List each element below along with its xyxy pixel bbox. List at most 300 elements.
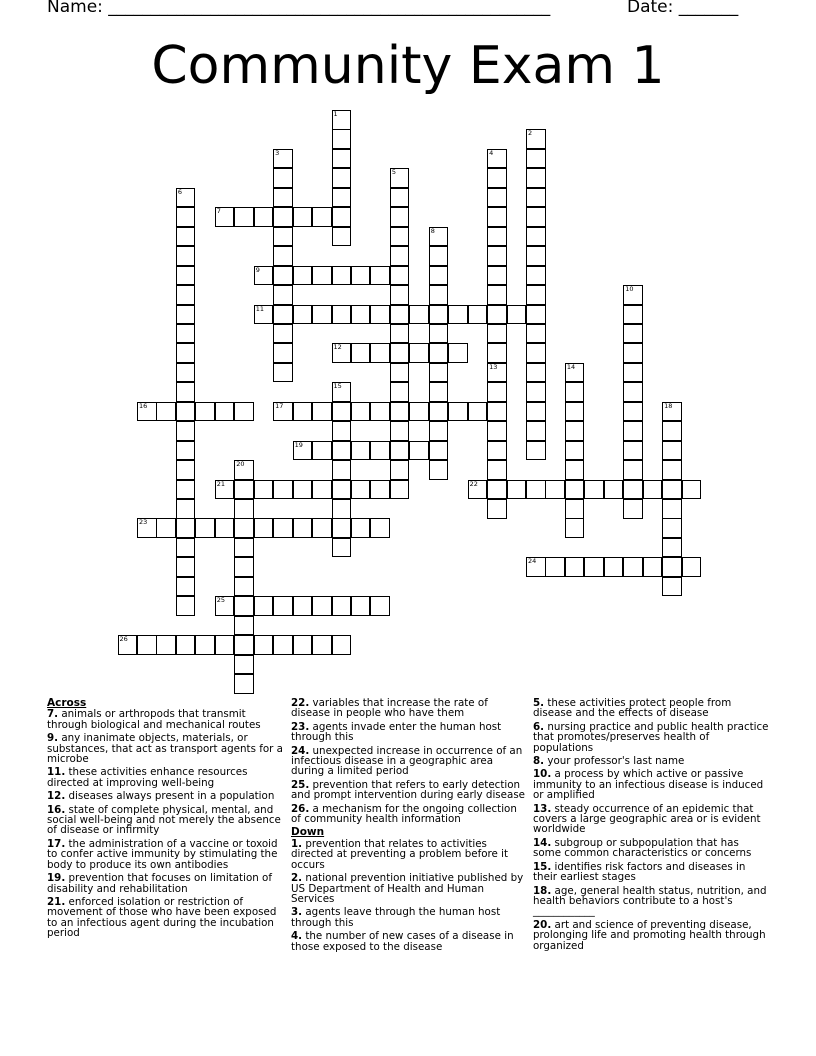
grid-cell[interactable]	[176, 246, 196, 266]
grid-cell[interactable]	[176, 324, 196, 344]
clue-number: 12.	[47, 790, 66, 803]
grid-cell[interactable]	[448, 305, 468, 325]
grid-cell[interactable]	[370, 343, 390, 363]
clue-item	[47, 897, 283, 939]
grid-cell[interactable]	[526, 207, 546, 227]
clue-number: 1.	[291, 837, 303, 850]
grid-cell[interactable]	[487, 402, 507, 422]
grid-cell[interactable]	[390, 266, 410, 286]
grid-cell[interactable]	[254, 635, 274, 655]
clue-number: 2.	[291, 872, 303, 885]
grid-cell[interactable]	[565, 382, 585, 402]
grid-cell[interactable]	[332, 480, 352, 500]
grid-cell[interactable]	[273, 480, 293, 500]
clue-number: 15.	[533, 860, 552, 873]
grid-cell[interactable]	[332, 460, 352, 480]
grid-cell[interactable]	[468, 402, 488, 422]
grid-cell[interactable]	[390, 324, 410, 344]
clue-item	[533, 886, 769, 917]
clue-number: 7.	[47, 708, 59, 721]
grid-cell[interactable]	[662, 557, 682, 577]
grid-cell[interactable]	[312, 402, 332, 422]
grid-cell[interactable]	[429, 363, 449, 383]
grid-cell[interactable]	[332, 129, 352, 149]
grid-cell[interactable]	[526, 382, 546, 402]
grid-cell[interactable]	[526, 324, 546, 344]
grid-cell[interactable]	[332, 168, 352, 188]
grid-cell[interactable]	[176, 343, 196, 363]
grid-cell[interactable]	[565, 480, 585, 500]
grid-cell[interactable]	[312, 266, 332, 286]
grid-cell[interactable]	[351, 518, 371, 538]
grid-cell[interactable]	[545, 557, 565, 577]
grid-cell[interactable]	[604, 480, 624, 500]
grid-cell[interactable]	[332, 207, 352, 227]
clue-number: 18.	[533, 884, 552, 897]
grid-cell[interactable]	[312, 518, 332, 538]
grid-cell[interactable]	[429, 266, 449, 286]
grid-cell[interactable]	[176, 441, 196, 461]
grid-cell[interactable]	[332, 266, 352, 286]
grid-cell[interactable]	[273, 188, 293, 208]
grid-cell[interactable]	[623, 363, 643, 383]
grid-cell[interactable]	[176, 402, 196, 422]
grid-cell[interactable]	[526, 246, 546, 266]
grid-cell[interactable]	[565, 557, 585, 577]
grid-cell[interactable]	[234, 207, 254, 227]
grid-cell[interactable]	[293, 266, 313, 286]
clue-text: agents invade enter the human host through this	[291, 720, 502, 744]
clue-text: nursing practice and public health practice that promotes/preserves health of populations	[533, 720, 769, 754]
grid-cell[interactable]	[293, 207, 313, 227]
clue-text: prevention that focuses on limitation of disability and rehabilitation	[47, 872, 272, 895]
grid-cell[interactable]	[390, 343, 410, 363]
clue-item	[533, 838, 769, 859]
grid-cell[interactable]	[254, 518, 274, 538]
grid-cell[interactable]	[390, 207, 410, 227]
clue-text: unexpected increase in occurrence of an infectious disease in a geographic area during a limited period	[291, 744, 523, 778]
grid-cell[interactable]	[176, 596, 196, 616]
grid-cell[interactable]	[390, 402, 410, 422]
name-line[interactable]: ____________________________________________________	[108, 0, 551, 17]
grid-cell[interactable]	[487, 343, 507, 363]
grid-cell[interactable]	[623, 343, 643, 363]
clue-item	[47, 733, 283, 764]
grid-cell[interactable]	[273, 266, 293, 286]
grid-cell[interactable]	[487, 188, 507, 208]
grid-cell[interactable]	[623, 402, 643, 422]
grid-cell[interactable]	[332, 188, 352, 208]
clue-number: 10.	[533, 768, 552, 781]
grid-cell[interactable]	[526, 421, 546, 441]
grid-cell[interactable]	[429, 343, 449, 363]
grid-cell[interactable]	[584, 480, 604, 500]
clue-item	[533, 756, 769, 766]
clues-column-3	[533, 698, 769, 954]
grid-cell[interactable]	[468, 305, 488, 325]
clue-number-label: 6	[177, 187, 183, 196]
grid-cell[interactable]	[429, 421, 449, 441]
clue-text: subgroup or subpopulation that has some common characteristics or concerns	[533, 836, 752, 860]
grid-cell[interactable]	[234, 557, 254, 577]
grid-cell[interactable]	[623, 305, 643, 325]
clue-item	[533, 698, 769, 719]
grid-cell[interactable]	[662, 441, 682, 461]
clue-item	[47, 805, 283, 836]
grid-cell[interactable]	[487, 441, 507, 461]
grid-cell[interactable]	[623, 441, 643, 461]
grid-cell[interactable]	[312, 596, 332, 616]
grid-cell[interactable]	[584, 557, 604, 577]
grid-cell[interactable]	[565, 518, 585, 538]
grid-cell[interactable]	[234, 577, 254, 597]
grid-cell[interactable]	[487, 460, 507, 480]
grid-cell[interactable]	[526, 441, 546, 461]
grid-cell[interactable]	[526, 227, 546, 247]
clue-item	[47, 791, 283, 801]
grid-cell[interactable]	[623, 480, 643, 500]
grid-cell[interactable]	[195, 402, 215, 422]
grid-cell[interactable]	[545, 480, 565, 500]
grid-cell[interactable]	[623, 324, 643, 344]
grid-cell[interactable]	[487, 266, 507, 286]
grid-cell[interactable]	[176, 538, 196, 558]
grid-cell[interactable]	[293, 480, 313, 500]
grid-cell[interactable]	[332, 538, 352, 558]
grid-cell[interactable]	[429, 285, 449, 305]
clue-number: 8.	[533, 755, 545, 768]
grid-cell[interactable]	[332, 499, 352, 519]
grid-cell[interactable]	[312, 480, 332, 500]
grid-cell[interactable]	[176, 363, 196, 383]
grid-cell[interactable]	[351, 441, 371, 461]
grid-cell[interactable]	[273, 227, 293, 247]
grid-cell[interactable]	[662, 577, 682, 597]
grid-cell[interactable]	[176, 577, 196, 597]
grid-cell[interactable]	[273, 305, 293, 325]
clue-text: state of complete physical, mental, and social well-being and not merely the absence of disease or infirmity	[47, 803, 281, 837]
grid-cell[interactable]	[293, 305, 313, 325]
grid-cell[interactable]	[234, 596, 254, 616]
grid-cell[interactable]	[332, 635, 352, 655]
grid-cell[interactable]	[176, 382, 196, 402]
across-clue-list	[47, 709, 283, 938]
grid-cell[interactable]	[176, 421, 196, 441]
grid-cell[interactable]	[487, 421, 507, 441]
clue-number: 14.	[533, 836, 552, 849]
grid-cell[interactable]	[332, 149, 352, 169]
grid-cell[interactable]	[370, 266, 390, 286]
clue-item	[291, 780, 527, 801]
grid-cell[interactable]	[487, 480, 507, 500]
grid-cell[interactable]	[682, 557, 702, 577]
clue-text: prevention that relates to activities directed at preventing a problem before it occurs	[291, 837, 509, 871]
clue-number: 3.	[291, 906, 303, 919]
grid-cell[interactable]	[370, 402, 390, 422]
grid-cell[interactable]	[390, 460, 410, 480]
grid-cell[interactable]	[273, 207, 293, 227]
grid-cell[interactable]	[487, 168, 507, 188]
grid-cell[interactable]	[487, 246, 507, 266]
grid-cell[interactable]	[351, 266, 371, 286]
grid-cell[interactable]	[176, 499, 196, 519]
clue-item	[47, 767, 283, 788]
clue-item	[291, 839, 527, 870]
grid-cell[interactable]	[332, 441, 352, 461]
grid-cell[interactable]	[215, 635, 235, 655]
grid-cell[interactable]	[273, 635, 293, 655]
grid-cell[interactable]	[254, 207, 274, 227]
grid-cell[interactable]	[273, 168, 293, 188]
grid-cell[interactable]	[351, 343, 371, 363]
clue-item	[47, 709, 283, 730]
down-clue-list-continued	[533, 698, 769, 951]
grid-cell[interactable]	[623, 382, 643, 402]
grid-cell[interactable]	[370, 518, 390, 538]
clue-number: 5.	[533, 697, 545, 709]
grid-cell[interactable]	[429, 324, 449, 344]
grid-cell[interactable]	[254, 480, 274, 500]
grid-cell[interactable]	[526, 188, 546, 208]
grid-cell[interactable]	[273, 285, 293, 305]
grid-cell[interactable]	[487, 305, 507, 325]
grid-cell[interactable]	[195, 635, 215, 655]
grid-cell[interactable]	[195, 518, 215, 538]
grid-cell[interactable]	[176, 305, 196, 325]
grid-cell[interactable]	[293, 402, 313, 422]
grid-cell[interactable]	[273, 246, 293, 266]
grid-cell[interactable]	[370, 596, 390, 616]
grid-cell[interactable]	[448, 402, 468, 422]
grid-cell[interactable]	[390, 363, 410, 383]
grid-cell[interactable]	[176, 480, 196, 500]
grid-cell[interactable]	[429, 382, 449, 402]
clue-item	[47, 839, 283, 870]
grid-cell[interactable]	[156, 402, 176, 422]
grid-cell[interactable]	[390, 441, 410, 461]
grid-cell[interactable]	[390, 188, 410, 208]
grid-cell[interactable]	[273, 324, 293, 344]
grid-cell[interactable]	[487, 227, 507, 247]
grid-cell[interactable]	[429, 460, 449, 480]
date-line[interactable]: _______	[678, 0, 739, 17]
clue-number-label: 7	[216, 207, 221, 216]
grid-cell[interactable]	[273, 363, 293, 383]
grid-cell[interactable]	[273, 596, 293, 616]
grid-cell[interactable]	[234, 402, 254, 422]
grid-cell[interactable]	[234, 674, 254, 694]
grid-cell[interactable]	[312, 207, 332, 227]
grid-cell[interactable]	[293, 518, 313, 538]
grid-cell[interactable]	[662, 480, 682, 500]
grid-cell[interactable]	[565, 499, 585, 519]
grid-cell[interactable]	[409, 343, 429, 363]
grid-cell[interactable]	[507, 305, 527, 325]
clue-text: your professor's last name	[544, 755, 685, 768]
grid-cell[interactable]	[332, 421, 352, 441]
grid-cell[interactable]	[662, 460, 682, 480]
grid-cell[interactable]	[487, 324, 507, 344]
grid-cell[interactable]	[234, 635, 254, 655]
grid-cell[interactable]	[332, 596, 352, 616]
clue-text: diseases always present in a population	[65, 790, 275, 803]
grid-cell[interactable]	[390, 305, 410, 325]
grid-cell[interactable]	[332, 518, 352, 538]
grid-cell[interactable]	[234, 518, 254, 538]
grid-cell[interactable]	[429, 305, 449, 325]
grid-cell[interactable]	[176, 227, 196, 247]
clue-text: enforced isolation or restriction of movement of those who have been exposed to an infectious agent during the incubation period	[47, 895, 277, 940]
clue-text: the administration of a vaccine or toxoid to confer active immunity by stimulating the body to produce its own antibodies	[47, 837, 278, 871]
grid-cell[interactable]	[176, 635, 196, 655]
clue-number: 11.	[47, 766, 66, 779]
grid-cell[interactable]	[643, 480, 663, 500]
grid-cell[interactable]	[526, 343, 546, 363]
grid-cell[interactable]	[429, 246, 449, 266]
grid-cell[interactable]	[662, 518, 682, 538]
clue-number: 16.	[47, 803, 66, 816]
grid-cell[interactable]	[487, 285, 507, 305]
grid-cell[interactable]	[623, 499, 643, 519]
grid-cell[interactable]	[409, 441, 429, 461]
grid-cell[interactable]	[390, 382, 410, 402]
grid-cell[interactable]	[623, 557, 643, 577]
clue-text: a process by which active or passive immunity to an infectious disease is induced or amplified	[533, 768, 764, 802]
grid-cell[interactable]	[370, 305, 390, 325]
grid-cell[interactable]	[176, 557, 196, 577]
grid-cell[interactable]	[351, 480, 371, 500]
grid-cell[interactable]	[176, 207, 196, 227]
grid-cell[interactable]	[565, 402, 585, 422]
grid-cell[interactable]	[176, 518, 196, 538]
clue-item	[533, 920, 769, 951]
clue-number-label: 15	[333, 382, 342, 391]
grid-cell[interactable]	[156, 518, 176, 538]
grid-cell[interactable]	[234, 655, 254, 675]
clue-number-label: 3	[275, 148, 280, 157]
grid-cell[interactable]	[390, 421, 410, 441]
grid-cell[interactable]	[526, 266, 546, 286]
grid-cell[interactable]	[409, 305, 429, 325]
grid-cell[interactable]	[526, 363, 546, 383]
clue-item	[291, 873, 527, 904]
grid-cell[interactable]	[176, 285, 196, 305]
grid-cell[interactable]	[351, 305, 371, 325]
grid-cell[interactable]	[565, 421, 585, 441]
grid-cell[interactable]	[215, 402, 235, 422]
grid-cell[interactable]	[623, 421, 643, 441]
grid-cell[interactable]	[565, 460, 585, 480]
grid-cell[interactable]	[429, 441, 449, 461]
grid-cell[interactable]	[565, 441, 585, 461]
grid-cell[interactable]	[351, 402, 371, 422]
clue-number-label: 10	[625, 285, 634, 294]
grid-cell[interactable]	[526, 402, 546, 422]
grid-cell[interactable]	[526, 305, 546, 325]
grid-cell[interactable]	[662, 421, 682, 441]
grid-cell[interactable]	[332, 227, 352, 247]
grid-cell[interactable]	[234, 480, 254, 500]
grid-cell[interactable]	[312, 441, 332, 461]
grid-cell[interactable]	[312, 635, 332, 655]
grid-cell[interactable]	[332, 402, 352, 422]
grid-cell[interactable]	[156, 635, 176, 655]
grid-cell[interactable]	[487, 499, 507, 519]
grid-cell[interactable]	[662, 538, 682, 558]
grid-cell[interactable]	[176, 266, 196, 286]
grid-cell[interactable]	[623, 460, 643, 480]
grid-cell[interactable]	[409, 402, 429, 422]
grid-cell[interactable]	[234, 499, 254, 519]
grid-cell[interactable]	[526, 285, 546, 305]
grid-cell[interactable]	[273, 518, 293, 538]
grid-cell[interactable]	[390, 480, 410, 500]
grid-cell[interactable]	[370, 480, 390, 500]
grid-cell[interactable]	[487, 207, 507, 227]
grid-cell[interactable]	[332, 305, 352, 325]
grid-cell[interactable]	[137, 635, 157, 655]
grid-cell[interactable]	[390, 227, 410, 247]
grid-cell[interactable]	[254, 596, 274, 616]
clue-number-label: 22	[469, 479, 478, 488]
grid-cell[interactable]	[234, 538, 254, 558]
grid-cell[interactable]	[176, 460, 196, 480]
clue-number-label: 11	[255, 304, 264, 313]
grid-cell[interactable]	[643, 557, 663, 577]
clue-text: a mechanism for the ongoing collection of community health information	[291, 802, 517, 826]
clue-number: 21.	[47, 895, 66, 908]
grid-cell[interactable]	[526, 149, 546, 169]
clue-number-label: 4	[489, 148, 494, 157]
clue-number-label: 16	[139, 401, 148, 410]
name-label: Name:	[47, 0, 103, 17]
grid-cell[interactable]	[293, 596, 313, 616]
grid-cell[interactable]	[526, 480, 546, 500]
clue-number: 17.	[47, 837, 66, 850]
clue-item	[533, 804, 769, 835]
clue-number: 25.	[291, 778, 310, 791]
grid-cell[interactable]	[662, 499, 682, 519]
grid-cell[interactable]	[390, 246, 410, 266]
page-title: Community Exam 1	[151, 36, 665, 96]
grid-cell[interactable]	[351, 596, 371, 616]
clue-text: the number of new cases of a disease in those exposed to the disease	[291, 930, 514, 953]
clue-text: age, general health status, nutrition, and health behaviors contribute to a host's ____________	[533, 884, 767, 918]
clue-number-label: 24	[528, 557, 537, 566]
clue-text: any inanimate objects, materials, or substances, that act as transport agents for a microbe	[47, 732, 283, 766]
grid-cell[interactable]	[604, 557, 624, 577]
clue-number: 20.	[533, 918, 552, 931]
grid-cell[interactable]	[312, 305, 332, 325]
grid-cell[interactable]	[429, 402, 449, 422]
grid-cell[interactable]	[370, 441, 390, 461]
grid-cell[interactable]	[234, 616, 254, 636]
grid-cell[interactable]	[390, 285, 410, 305]
grid-cell[interactable]	[507, 480, 527, 500]
grid-cell[interactable]	[682, 480, 702, 500]
grid-cell[interactable]	[526, 168, 546, 188]
clue-item	[533, 769, 769, 800]
clue-item	[291, 931, 527, 952]
grid-cell[interactable]	[448, 343, 468, 363]
grid-cell[interactable]	[293, 635, 313, 655]
grid-cell[interactable]	[487, 382, 507, 402]
grid-cell[interactable]	[215, 518, 235, 538]
clue-item	[291, 698, 527, 719]
clue-number: 13.	[533, 802, 552, 815]
clue-text: these activities enhance resources directed at improving well-being	[47, 766, 248, 789]
grid-cell[interactable]	[273, 343, 293, 363]
